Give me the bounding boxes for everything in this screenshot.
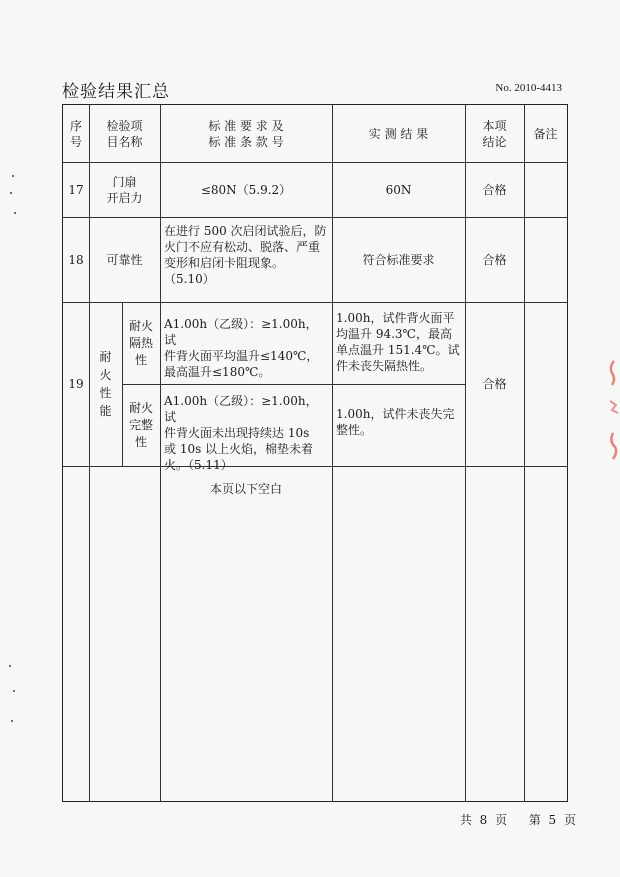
row19-sub1-standard: A1.00h（乙级）：≥1.00h，试 件背火面平均温升≤140℃， 最高温升≤180℃。 [164, 317, 319, 379]
row18-seq: 18 [68, 252, 84, 267]
document-number: No. 2010-4413 [495, 82, 562, 94]
header-item: 检验项 目名称 [106, 118, 143, 149]
row18-result: 符合标准要求 [362, 252, 435, 267]
row19-sub2-result: 1.00h，试件未丧失完 整性。 [336, 407, 455, 437]
red-seal-fragment [604, 355, 620, 465]
scan-speck [11, 720, 13, 722]
scan-speck [13, 690, 15, 692]
current-page: 第 5 页 [528, 813, 576, 827]
header-standard: 标 准 要 求 及 标 准 条 款 号 [208, 118, 284, 149]
row19-sub2-name: 耐火 完整 性 [128, 400, 153, 449]
header-conclusion: 本项 结论 [482, 118, 507, 149]
header-remark: 备注 [533, 126, 558, 141]
page-footer [460, 811, 576, 828]
scan-speck [14, 212, 16, 214]
row18-conclusion: 合格 [482, 252, 507, 267]
blank-note: 本页以下空白 [209, 482, 282, 496]
header-seq: 序 号 [69, 118, 82, 149]
row17-conclusion: 合格 [482, 182, 507, 197]
row18-item: 可靠性 [106, 252, 143, 267]
scan-speck [9, 665, 11, 667]
row19-conclusion: 合格 [482, 377, 507, 391]
total-pages: 共 8 页 [459, 813, 508, 827]
row17-standard: ≤80N（5.9.2） [200, 182, 292, 197]
row17-result: 60N [385, 182, 412, 197]
row19-sub1-result: 1.00h，试件背火面平 均温升 94.3℃，最高 单点温升 151.4℃。试 件未丧失隔热性。 [336, 311, 460, 373]
row19-sub1-name: 耐火 隔热 性 [128, 318, 153, 367]
row18-standard: 在进行 500 次启闭试验后，防 火门不应有松动、脱落、严重 变形和启闭卡阻现象。 （5.10） [164, 224, 327, 286]
scan-speck [10, 192, 12, 194]
header-result: 实 测 结 果 [368, 126, 429, 141]
page-title: 检验结果汇总 [62, 82, 170, 102]
results-table [62, 104, 568, 802]
row17-item: 门扇 开启力 [106, 174, 143, 205]
row19-seq: 19 [68, 377, 84, 391]
scan-speck [12, 175, 14, 177]
row17-seq: 17 [68, 182, 84, 197]
row19-sub2-standard: A1.00h（乙级）：≥1.00h，试 件背火面未出现持续达 10s 或 10s 以上火焰，棉垫未着 火。（5.11） [164, 394, 318, 472]
row19-group: 耐 火 性 能 [99, 350, 112, 418]
